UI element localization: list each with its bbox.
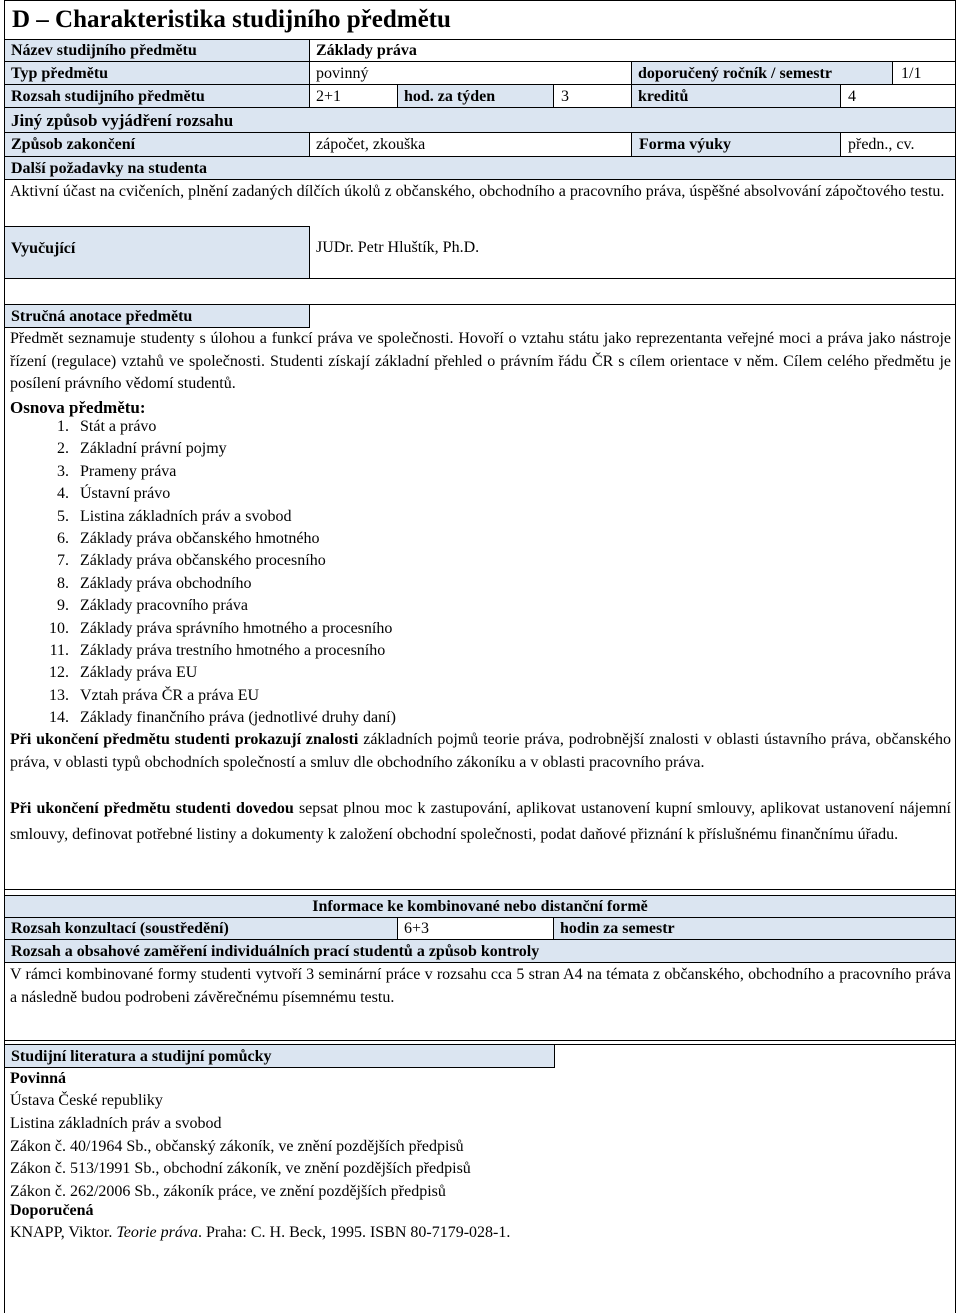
work-scope-label-cell: [4, 939, 956, 963]
recommended-item: [10, 1222, 510, 1245]
requirements-label-cell: [4, 156, 956, 180]
outline-item-text: Základy práva občanského hmotného: [80, 530, 320, 548]
outline-item-text: Prameny práva: [80, 462, 177, 480]
outline-item-text: Základy práva správního hmotného a procesního: [80, 619, 393, 637]
course-scope-label-cell: [4, 84, 310, 108]
annotation-top-border: [309, 304, 956, 305]
literature-top-border: [554, 1044, 956, 1045]
literature-label: Studijní literatura a studijní pomůcky: [11, 1048, 272, 1065]
course-year-label: doporučený ročník / semestr: [638, 65, 832, 82]
course-form-label-cell: [631, 132, 841, 157]
required-item: Ústava České republiky: [10, 1092, 163, 1109]
course-type-value: povinný: [316, 65, 369, 82]
outline-item-text: Základy práva obchodního: [80, 574, 252, 592]
course-completion-label: Způsob zakončení: [11, 136, 136, 153]
outline-item: [10, 573, 910, 595]
outline-item-number: 7.: [57, 552, 69, 570]
outline-item-text: Listina základních práv a svobod: [80, 507, 292, 525]
requirements-text: Aktivní účast na cvičeních, plnění zadaných dílčích úkolů z občanského, obchodního a pracovního práva, úspěšné absolvování zápočtového testu.: [10, 183, 945, 200]
course-year-value-cell: [892, 61, 956, 85]
outline-item-number: 3.: [57, 462, 69, 480]
outline-item-number: 5.: [57, 507, 69, 525]
course-other-label-cell: [4, 107, 956, 133]
outline-item: [10, 707, 910, 729]
teacher-label-cell: [4, 226, 310, 279]
consult-unit-cell: [553, 917, 956, 940]
outline-item: [10, 550, 910, 572]
teacher-bottom-border: [4, 278, 956, 279]
recommended-author: KNAPP, Viktor.: [10, 1224, 117, 1241]
outline-item-number: 2.: [57, 440, 69, 458]
outline-item: [10, 685, 910, 707]
course-year-value: 1/1: [901, 65, 922, 82]
knowledge-paragraph: [10, 729, 951, 774]
distance-title: Informace ke kombinované nebo distanční formě: [312, 898, 648, 915]
course-completion-label-cell: [4, 132, 310, 157]
skills-bold: Při ukončení předmětu studenti dovedou: [10, 800, 294, 817]
recommended-label: Doporučená: [10, 1202, 94, 1219]
course-type-label-cell: [4, 61, 310, 85]
required-item: Zákon č. 513/1991 Sb., obchodní zákoník, ve znění pozdějších předpisů: [10, 1160, 471, 1178]
required-item: Zákon č. 262/2006 Sb., zákoník práce, ve znění pozdějších předpisů: [10, 1183, 446, 1201]
outline-item-number: 6.: [57, 530, 69, 548]
required-item: Listina základních práv a svobod: [10, 1114, 222, 1132]
knowledge-bold: Při ukončení předmětu studenti prokazují znalosti: [10, 731, 359, 748]
course-credits-value: 4: [848, 88, 856, 105]
outline-item-number: 10.: [49, 619, 69, 637]
consult-label-cell: [4, 917, 398, 940]
consult-label: Rozsah konzultací (soustředění): [11, 920, 229, 937]
course-completion-value-cell: [309, 132, 632, 157]
outline-item-text: Základy práva trestního hmotného a procesního: [80, 642, 386, 660]
outline-item-number: 12.: [49, 664, 69, 682]
requirements-label: Další požadavky na studenta: [11, 160, 208, 177]
course-week-label-cell: [397, 84, 554, 108]
outline-item: [10, 528, 910, 550]
outline-item-text: Základní právní pojmy: [80, 440, 227, 458]
course-name-label: Název studijního předmětu: [11, 42, 197, 59]
outline-item: [10, 461, 910, 483]
outline-item-number: 14.: [49, 709, 69, 727]
course-form-value-cell: [840, 132, 956, 157]
annotation-label: Stručná anotace předmětu: [11, 308, 193, 325]
outline-label: Osnova předmětu:: [10, 398, 146, 417]
outline-item-number: 9.: [57, 597, 69, 615]
course-scope-value: 2+1: [316, 88, 342, 105]
course-week-value: 3: [561, 88, 569, 105]
required-label: Povinná: [10, 1070, 67, 1087]
outline-item-number: 11.: [49, 642, 69, 660]
outline-item-text: Základy práva občanského procesního: [80, 552, 326, 570]
outline-item-number: 1.: [57, 418, 69, 435]
outline-item: [10, 595, 910, 617]
outline-item-number: 8.: [57, 574, 69, 592]
outline-item-text: Ústavní právo: [80, 485, 171, 503]
recommended-rest: . Praha: C. H. Beck, 1995. ISBN 80-7179-028-1.: [197, 1224, 511, 1241]
recommended-title: Teorie práva: [116, 1224, 198, 1241]
course-scope-value-cell: [309, 84, 398, 108]
course-name-value: Základy práva: [316, 42, 417, 59]
course-credits-label: kreditů: [638, 88, 689, 105]
course-scope-label: Rozsah studijního předmětu: [11, 88, 205, 105]
course-form-value: předn., cv.: [848, 136, 915, 153]
course-type-label: Typ předmětu: [11, 65, 109, 82]
outline-item-text: Základy pracovního práva: [80, 597, 248, 615]
teacher-label: Vyučující: [11, 240, 76, 257]
teacher-value: JUDr. Petr Hluštík, Ph.D.: [316, 239, 480, 256]
outline-item-text: Stát a právo: [80, 418, 157, 435]
skills-text: sepsat plnou moc k zastupování, aplikovat ustanovení kupní smlouvy, aplikovat ustanovení nájemní smlouvy, definovat potřebné listiny a dokumenty k založení obchodní společnosti, podat daňové přiznání k příslušnému finančnímu úřadu.: [10, 800, 951, 843]
outline-item-number: 4.: [57, 485, 69, 503]
page-title: D – Charakteristika studijního předmětu: [12, 6, 451, 33]
distance-bottom-border: [4, 1040, 956, 1041]
consult-value: 6+3: [404, 920, 430, 937]
required-item: Zákon č. 40/1964 Sb., občanský zákoník, ve znění pozdějších předpisů: [10, 1137, 464, 1155]
consult-value-cell: [397, 917, 554, 940]
skills-paragraph: [10, 796, 951, 848]
work-scope-text: V rámci kombinované formy studenti vytvoří 3 seminární práce v rozsahu cca 5 stran A4 na témata z občanského, obchodního a pracovního práva a následně budou podrobeni závěrečnému písemnému testu.: [10, 966, 951, 1006]
outline-item: [10, 483, 910, 505]
outline-item: [10, 416, 910, 438]
knowledge-text: základních pojmů teorie práva, podrobnější znalosti v oblasti ústavního práva, občanského práva, v oblasti typů obchodních společností a smluv dle obchodního zákoníku a v oblasti pracovního práva.: [10, 731, 952, 771]
outline-list: [10, 416, 910, 730]
outline-item: [10, 438, 910, 460]
outline-item: [10, 640, 910, 662]
course-credits-label-cell: [631, 84, 841, 108]
course-form-label: Forma výuky: [639, 136, 731, 153]
course-year-label-cell: [631, 61, 893, 85]
course-completion-value: zápočet, zkouška: [316, 136, 426, 153]
course-other-label: Jiný způsob vyjádření rozsahu: [11, 111, 234, 130]
distance-title-cell: [4, 895, 956, 918]
course-credits-value-cell: [840, 84, 956, 108]
work-scope-label: Rozsah a obsahové zaměření individuálních prací studentů a způsob kontroly: [11, 943, 540, 960]
annotation-bottom-border: [4, 889, 956, 890]
outline-item-number: 13.: [49, 686, 69, 704]
course-week-label: hod. za týden: [404, 88, 496, 105]
outline-item-text: Vztah práva ČR a práva EU: [80, 686, 260, 704]
outline-item-text: Základy finančního práva (jednotlivé druhy daní): [80, 709, 396, 727]
outline-item: [10, 506, 910, 528]
literature-label-cell: [4, 1044, 555, 1068]
consult-unit: hodin za semestr: [560, 920, 675, 937]
required-list: [10, 1090, 471, 1204]
outline-item: [10, 618, 910, 640]
outline-item-text: Základy práva EU: [80, 664, 198, 682]
annotation-text: Předmět seznamuje studenty s úlohou a funkcí práva ve společnosti. Hovoří o vztahu státu jako reprezentanta veřejné moci a práva jako nástroje řízení (regulace) vztahů ve společnosti. Studenti získají základní přehled o právním řádu ČR s cílem orientace v něm. Cílem celého předmětu je posílení právního vědomí studentů.: [10, 330, 951, 392]
course-name-value-cell: [309, 39, 956, 62]
course-type-value-cell: [309, 61, 632, 85]
outline-item: [10, 662, 910, 684]
course-week-value-cell: [553, 84, 632, 108]
annotation-label-cell: [4, 304, 310, 328]
course-name-label-cell: [4, 39, 310, 62]
